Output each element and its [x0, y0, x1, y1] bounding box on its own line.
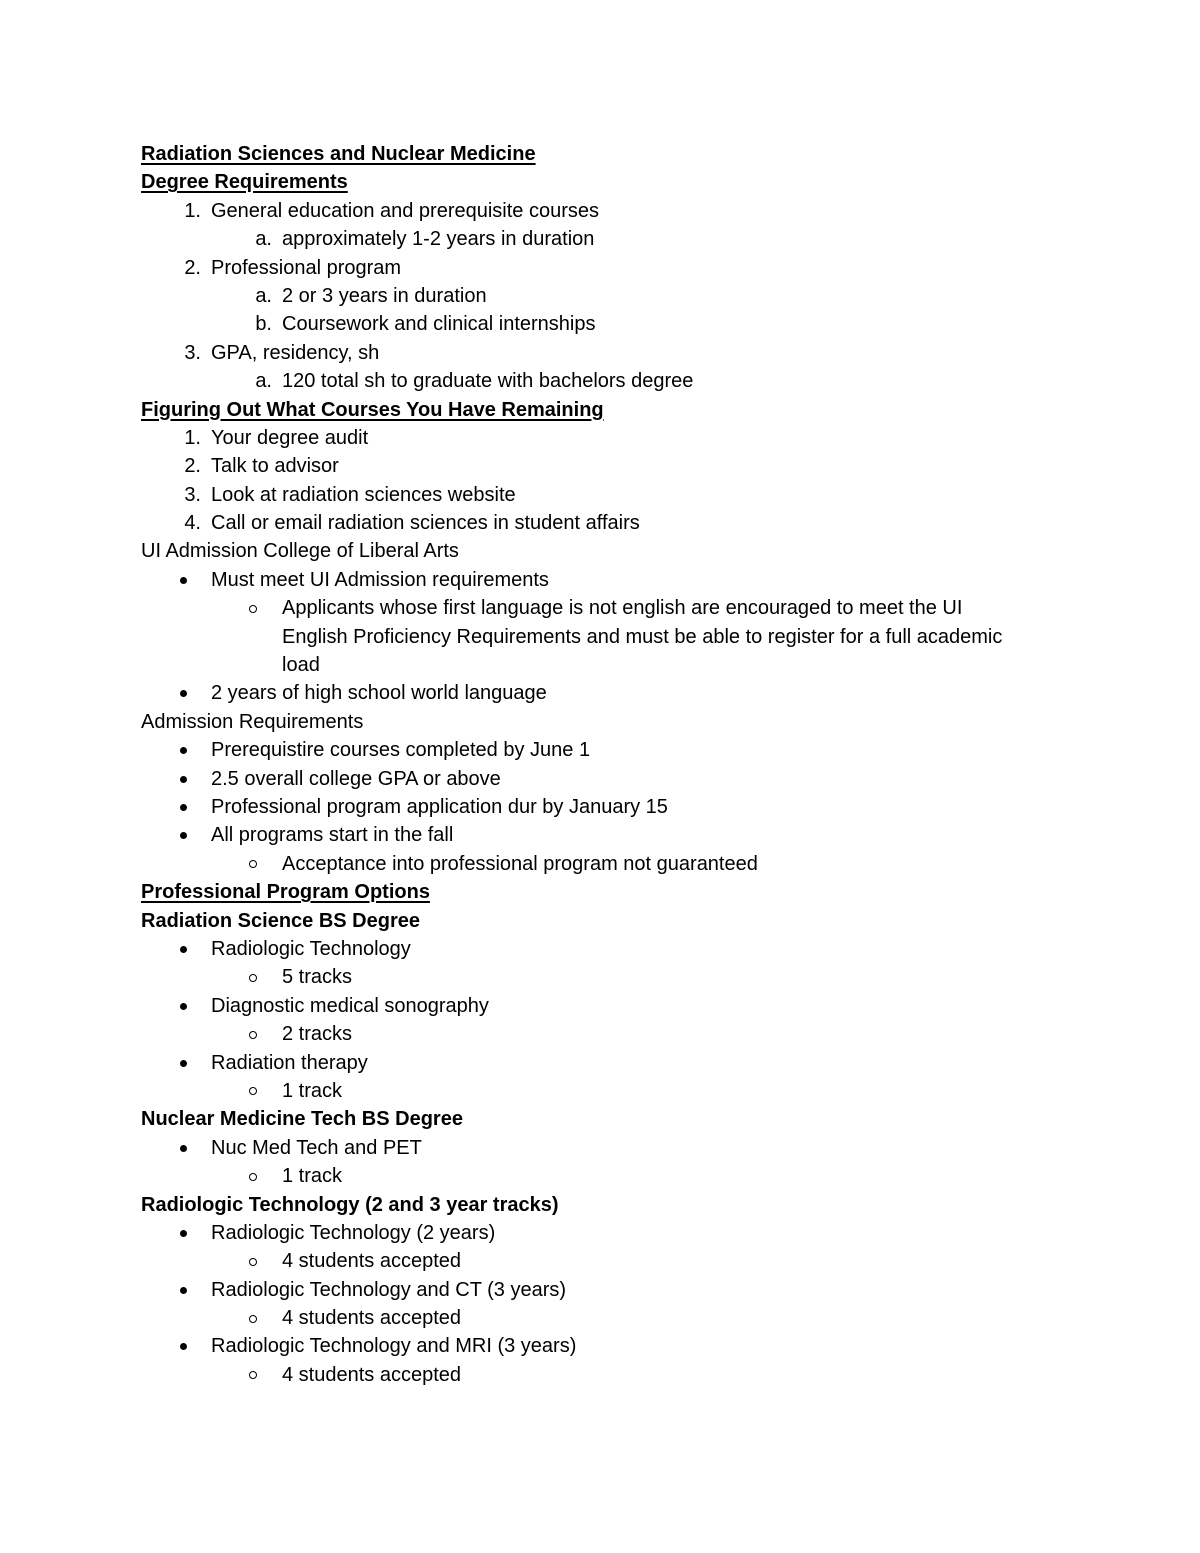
list-item-text: Your degree audit [211, 426, 369, 449]
sub-bullet-item [141, 1361, 1041, 1389]
list-item-text: Coursework and clinical internships [282, 313, 596, 336]
list-item-text: Prerequistire courses completed by June 1 [211, 739, 591, 762]
list-item-text: Nuc Med Tech and PET [211, 1136, 422, 1159]
sub-bullet-item [141, 1304, 1041, 1332]
bullet-circle-icon [249, 860, 257, 868]
list-item-text: 1 track [282, 1079, 343, 1102]
section-heading-radiologic-technology: Radiologic Technology (2 and 3 year tracks) [141, 1193, 559, 1216]
list-item-text: Professional program application dur by January 15 [211, 796, 668, 819]
numbered-item [141, 424, 1041, 452]
list-item-text: Call or email radiation sciences in student affairs [211, 512, 640, 535]
list-item-text: Radiologic Technology and MRI (3 years) [211, 1335, 577, 1358]
bullet-item [141, 765, 1041, 793]
list-number: 3. [184, 341, 201, 364]
list-letter: a. [255, 284, 272, 307]
list-number: 2. [184, 256, 201, 279]
bullet-circle-icon [249, 1087, 257, 1095]
bullet-dot-icon [180, 804, 187, 811]
bullet-dot-icon [180, 1145, 187, 1152]
bullet-item [141, 736, 1041, 764]
numbered-item [141, 254, 1041, 282]
list-letter: b. [255, 313, 272, 336]
bullet-item [141, 821, 1041, 849]
bullet-dot-icon [180, 690, 187, 697]
list-number: 1. [184, 426, 201, 449]
bullet-item [141, 1332, 1041, 1360]
list-letter: a. [255, 370, 272, 393]
lettered-item [141, 225, 1041, 253]
bullet-item [141, 1219, 1041, 1247]
numbered-item [141, 452, 1041, 480]
document-page [141, 140, 1041, 1389]
sub-bullet-item [141, 850, 1041, 878]
bullet-dot-icon [180, 946, 187, 953]
sub-bullet-item [141, 963, 1041, 991]
list-item-text: Applicants whose first language is not english are encouraged to meet the UI English Proficiency Requirements and must be able to register for a full academic load [282, 597, 1003, 677]
numbered-item [141, 339, 1041, 367]
bullet-item [141, 1276, 1041, 1304]
list-item-text: Acceptance into professional program not guaranteed [282, 852, 758, 875]
bullet-item [141, 793, 1041, 821]
list-item-text: 2 years of high school world language [211, 682, 547, 705]
bullet-dot-icon [180, 1230, 187, 1237]
list-item-text: 4 students accepted [282, 1250, 462, 1273]
list-item-text: Professional program [211, 256, 402, 279]
list-item-text: General education and prerequisite courses [211, 199, 600, 222]
bullet-item [141, 992, 1041, 1020]
list-item-text: Must meet UI Admission requirements [211, 568, 549, 591]
list-item-text: Look at radiation sciences website [211, 483, 516, 506]
bullet-dot-icon [180, 1003, 187, 1010]
section-heading-remaining-courses: Figuring Out What Courses You Have Remaining [141, 398, 604, 421]
bullet-circle-icon [249, 1371, 257, 1379]
section-heading-admission-requirements: Admission Requirements [141, 710, 364, 733]
list-item-text: 2 or 3 years in duration [282, 284, 487, 307]
list-item-text: 4 students accepted [282, 1363, 462, 1386]
section-heading-professional-options: Professional Program Options [141, 881, 430, 904]
bullet-circle-icon [249, 605, 257, 613]
list-item-text: Radiologic Technology and CT (3 years) [211, 1278, 567, 1301]
lettered-item [141, 367, 1041, 395]
list-item-text: approximately 1-2 years in duration [282, 228, 595, 251]
bullet-dot-icon [180, 1287, 187, 1294]
bullet-circle-icon [249, 1258, 257, 1266]
list-item-text: 4 students accepted [282, 1307, 462, 1330]
bullet-dot-icon [180, 747, 187, 754]
list-item-text: 5 tracks [282, 966, 353, 989]
list-item-text: 2 tracks [282, 1023, 353, 1046]
bullet-item [141, 935, 1041, 963]
bullet-circle-icon [249, 1031, 257, 1039]
sub-bullet-item [141, 1162, 1041, 1190]
list-item-text: Radiologic Technology (2 years) [211, 1221, 496, 1244]
list-item-text: Talk to advisor [211, 455, 339, 478]
bullet-dot-icon [180, 832, 187, 839]
sub-bullet-item [141, 594, 1041, 679]
lettered-item [141, 282, 1041, 310]
bullet-item [141, 1134, 1041, 1162]
numbered-item [141, 509, 1041, 537]
list-item-text: Diagnostic medical sonography [211, 994, 489, 1017]
numbered-item [141, 197, 1041, 225]
bullet-dot-icon [180, 1343, 187, 1350]
sub-bullet-item [141, 1247, 1041, 1275]
list-item-text: All programs start in the fall [211, 824, 454, 847]
bullet-dot-icon [180, 1060, 187, 1067]
document-title: Radiation Sciences and Nuclear Medicine [141, 143, 536, 165]
section-heading-nuclear-medicine-bs: Nuclear Medicine Tech BS Degree [141, 1108, 463, 1131]
list-item-text: 120 total sh to graduate with bachelors degree [282, 370, 694, 393]
list-item-text: GPA, residency, sh [211, 341, 380, 364]
section-heading-radiation-science-bs: Radiation Science BS Degree [141, 909, 420, 932]
section-heading-degree-requirements: Degree Requirements [141, 171, 348, 194]
sub-bullet-item [141, 1020, 1041, 1048]
bullet-dot-icon [180, 776, 187, 783]
list-number: 2. [184, 455, 201, 478]
list-item-text: Radiation therapy [211, 1051, 368, 1074]
list-number: 3. [184, 483, 201, 506]
list-number: 4. [184, 512, 201, 535]
bullet-circle-icon [249, 1315, 257, 1323]
bullet-item [141, 679, 1041, 707]
lettered-item [141, 310, 1041, 338]
list-item-text: 1 track [282, 1165, 343, 1188]
list-number: 1. [184, 199, 201, 222]
sub-bullet-item [141, 1077, 1041, 1105]
list-letter: a. [255, 228, 272, 251]
bullet-dot-icon [180, 577, 187, 584]
list-item-text: Radiologic Technology [211, 937, 411, 960]
list-item-text: 2.5 overall college GPA or above [211, 767, 501, 790]
bullet-item [141, 566, 1041, 594]
numbered-item [141, 481, 1041, 509]
bullet-circle-icon [249, 974, 257, 982]
bullet-circle-icon [249, 1173, 257, 1181]
section-heading-ui-admission: UI Admission College of Liberal Arts [141, 540, 459, 563]
bullet-item [141, 1049, 1041, 1077]
